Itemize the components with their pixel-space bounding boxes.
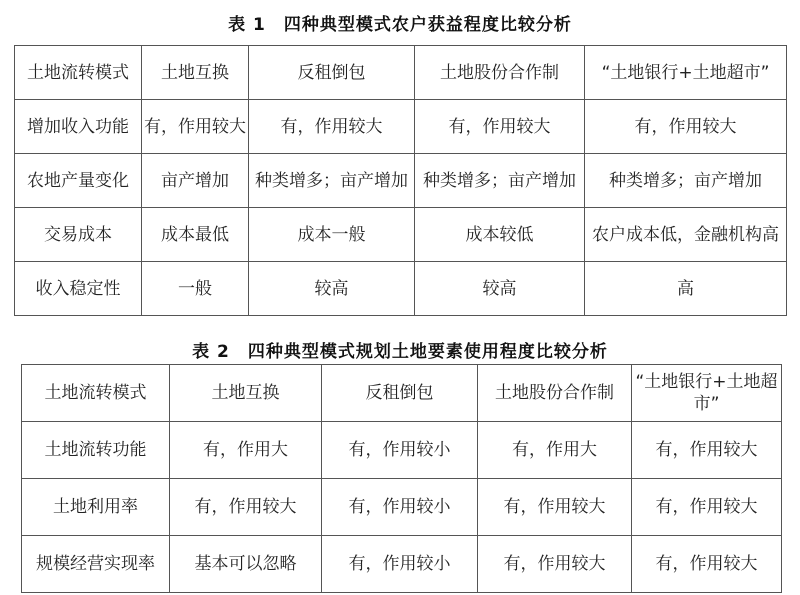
table-cell: 成本较低 bbox=[415, 208, 585, 262]
table2-header-cell: 土地互换 bbox=[170, 365, 322, 422]
table-row bbox=[15, 100, 787, 154]
table-cell: 一般 bbox=[142, 262, 249, 316]
table-cell: 有，作用较大 bbox=[249, 100, 415, 154]
table-cell: 较高 bbox=[249, 262, 415, 316]
table2-header-row bbox=[22, 365, 782, 422]
table-cell: 有，作用较大 bbox=[632, 422, 782, 479]
table2-header-cell: 土地流转模式 bbox=[22, 365, 170, 422]
table-cell: 较高 bbox=[415, 262, 585, 316]
table-cell: 基本可以忽略 bbox=[170, 536, 322, 593]
row-label: 交易成本 bbox=[15, 208, 142, 262]
table-row bbox=[22, 422, 782, 479]
table2-header-cell: 反租倒包 bbox=[322, 365, 478, 422]
table-row bbox=[15, 154, 787, 208]
table-cell: 有，作用较小 bbox=[322, 536, 478, 593]
table-row bbox=[15, 208, 787, 262]
table-row bbox=[22, 479, 782, 536]
row-label: 土地利用率 bbox=[22, 479, 170, 536]
table1-header-row bbox=[15, 46, 787, 100]
table2-header-cell: “土地银行+土地超市” bbox=[632, 365, 782, 422]
table-cell: 亩产增加 bbox=[142, 154, 249, 208]
table-cell: 种类增多；亩产增加 bbox=[415, 154, 585, 208]
table1-header-cell: 土地互换 bbox=[142, 46, 249, 100]
table-cell: 有，作用较大 bbox=[632, 536, 782, 593]
table2-caption: 表 2 四种典型模式规划土地要素使用程度比较分析 bbox=[192, 342, 608, 362]
table-cell: 有，作用较大 bbox=[478, 479, 632, 536]
table-cell: 种类增多；亩产增加 bbox=[249, 154, 415, 208]
table-cell: 有，作用较大 bbox=[632, 479, 782, 536]
table-cell: 有，作用大 bbox=[170, 422, 322, 479]
row-label: 规模经营实现率 bbox=[22, 536, 170, 593]
table1 bbox=[14, 45, 787, 316]
table1-header-cell: “土地银行+土地超市” bbox=[585, 46, 787, 100]
table1-header-cell: 土地流转模式 bbox=[15, 46, 142, 100]
table-cell: 成本一般 bbox=[249, 208, 415, 262]
table-cell: 有，作用较大 bbox=[415, 100, 585, 154]
table-cell: 有，作用较小 bbox=[322, 422, 478, 479]
table-cell: 农户成本低，金融机构高 bbox=[585, 208, 787, 262]
table-cell: 有，作用大 bbox=[478, 422, 632, 479]
table-cell: 高 bbox=[585, 262, 787, 316]
table-cell: 种类增多；亩产增加 bbox=[585, 154, 787, 208]
table1-caption: 表 1 四种典型模式农户获益程度比较分析 bbox=[228, 15, 572, 35]
table1-header-cell: 土地股份合作制 bbox=[415, 46, 585, 100]
table-cell: 有，作用较大 bbox=[170, 479, 322, 536]
table1-header-cell: 反租倒包 bbox=[249, 46, 415, 100]
table2 bbox=[21, 364, 782, 593]
row-label: 土地流转功能 bbox=[22, 422, 170, 479]
row-label: 农地产量变化 bbox=[15, 154, 142, 208]
table-cell: 有，作用较大 bbox=[142, 100, 249, 154]
table-cell: 成本最低 bbox=[142, 208, 249, 262]
table-cell: 有，作用较大 bbox=[478, 536, 632, 593]
row-label: 收入稳定性 bbox=[15, 262, 142, 316]
table-row bbox=[22, 536, 782, 593]
table-row bbox=[15, 262, 787, 316]
table2-header-cell: 土地股份合作制 bbox=[478, 365, 632, 422]
table-cell: 有，作用较大 bbox=[585, 100, 787, 154]
row-label: 增加收入功能 bbox=[15, 100, 142, 154]
table-cell: 有，作用较小 bbox=[322, 479, 478, 536]
